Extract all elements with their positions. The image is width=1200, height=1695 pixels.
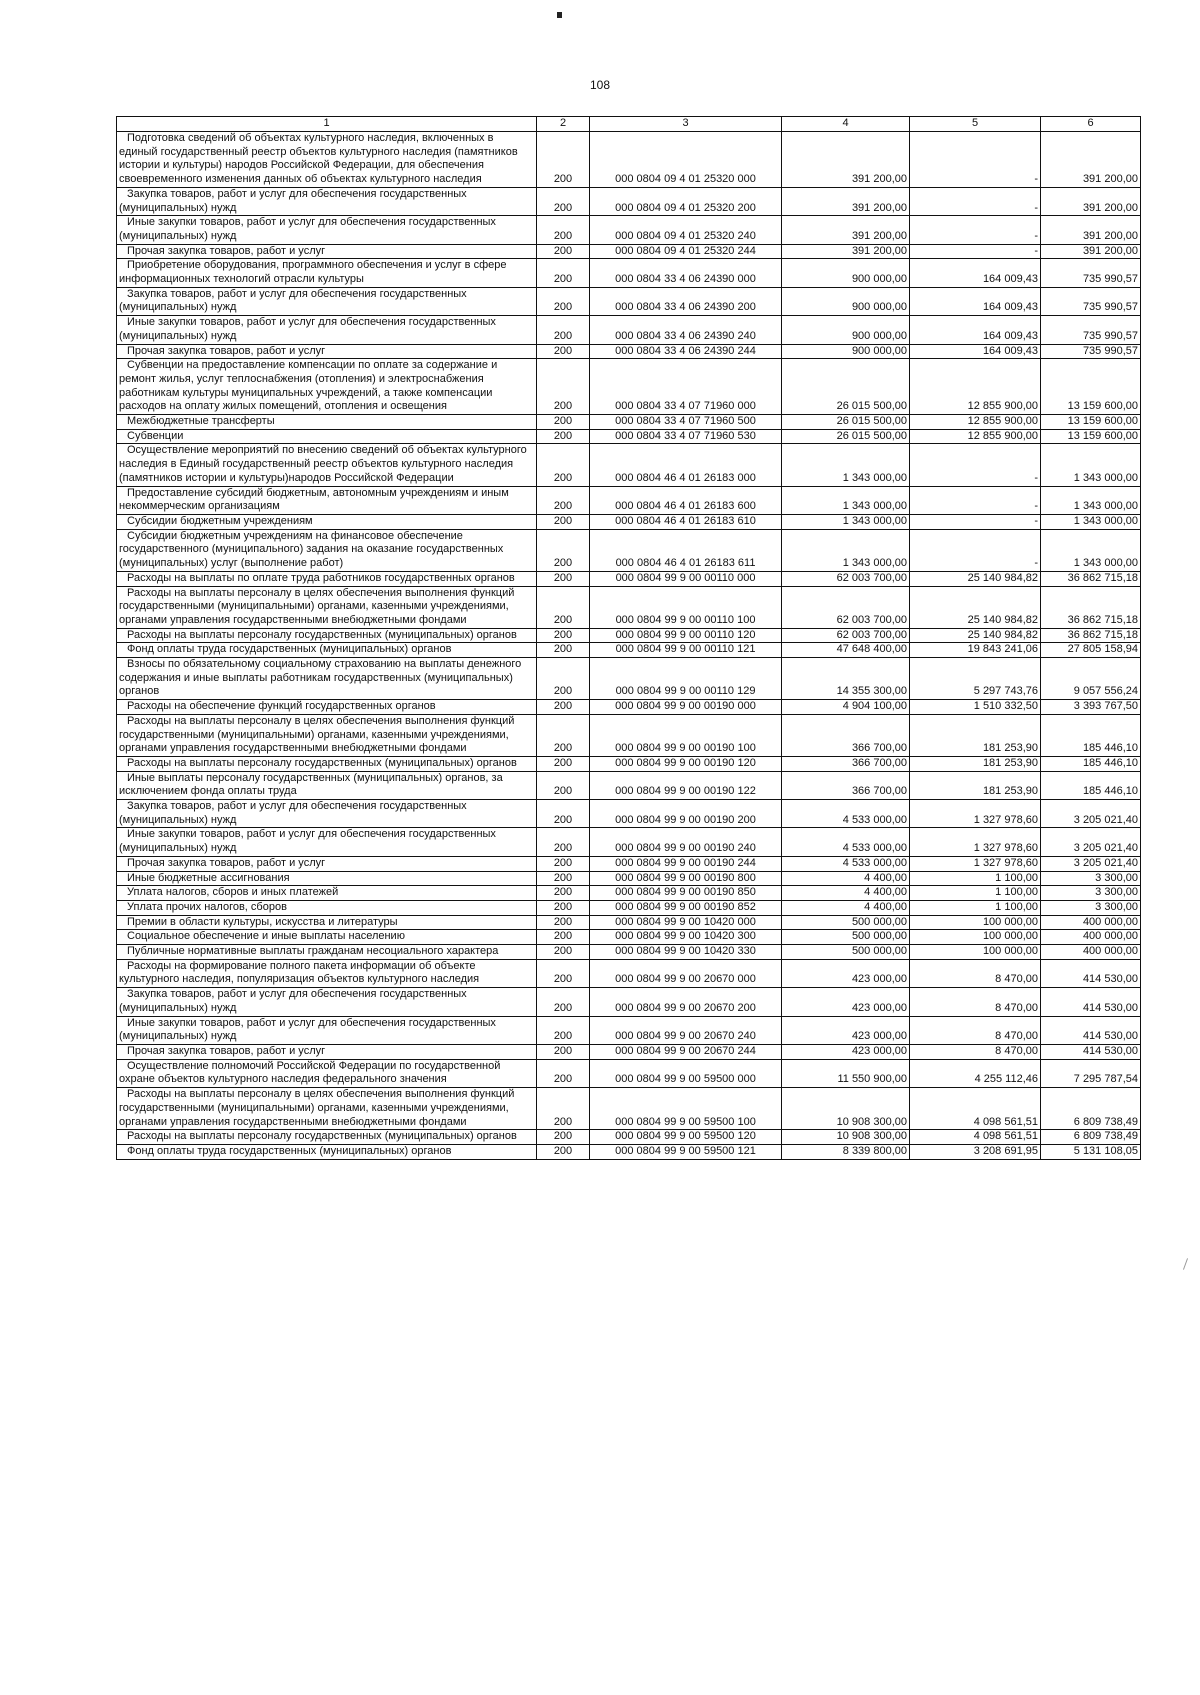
approved-amount: 366 700,00 (782, 714, 910, 756)
remaining-amount: 13 159 600,00 (1041, 359, 1141, 415)
table-row (117, 287, 1141, 315)
table-row (117, 714, 1141, 756)
executed-amount: 100 000,00 (910, 945, 1041, 960)
remaining-amount: 36 862 715,18 (1041, 628, 1141, 643)
row-name: Фонд оплаты труда государственных (муниципальных) органов (117, 1144, 537, 1159)
table-row (117, 915, 1141, 930)
admin-code: 200 (537, 132, 590, 188)
admin-code: 200 (537, 959, 590, 987)
table-row (117, 415, 1141, 430)
budget-code: 000 0804 99 9 00 00190 100 (590, 714, 782, 756)
column-header: 2 (537, 117, 590, 132)
executed-amount: 8 470,00 (910, 1045, 1041, 1060)
executed-amount: 8 470,00 (910, 959, 1041, 987)
row-name: Осуществление мероприятий по внесению сведений об объектах культурного наследия в Единый государственный реестр объектов культурного наследия (памятников истории и культуры)народов Российской Федерации (117, 444, 537, 486)
admin-code: 200 (537, 244, 590, 259)
approved-amount: 62 003 700,00 (782, 571, 910, 586)
row-name: Публичные нормативные выплаты гражданам несоциального характера (117, 945, 537, 960)
table-row (117, 856, 1141, 871)
executed-amount: 3 208 691,95 (910, 1144, 1041, 1159)
table-row (117, 886, 1141, 901)
admin-code: 200 (537, 344, 590, 359)
table-row (117, 1088, 1141, 1130)
admin-code: 200 (537, 415, 590, 430)
budget-code: 000 0804 09 4 01 25320 244 (590, 244, 782, 259)
approved-amount: 423 000,00 (782, 959, 910, 987)
approved-amount: 423 000,00 (782, 1045, 910, 1060)
table-row (117, 586, 1141, 628)
budget-code: 000 0804 33 4 06 24390 240 (590, 316, 782, 344)
table-row (117, 871, 1141, 886)
table-row (117, 658, 1141, 700)
remaining-amount: 5 131 108,05 (1041, 1144, 1141, 1159)
budget-code: 000 0804 99 9 00 00110 121 (590, 643, 782, 658)
approved-amount: 391 200,00 (782, 187, 910, 215)
column-header: 5 (910, 117, 1041, 132)
executed-amount: 25 140 984,82 (910, 628, 1041, 643)
admin-code: 200 (537, 216, 590, 244)
row-name: Закупка товаров, работ и услуг для обеспечения государственных (муниципальных) нужд (117, 287, 537, 315)
budget-code: 000 0804 46 4 01 26183 611 (590, 529, 782, 571)
budget-code: 000 0804 99 9 00 59500 000 (590, 1059, 782, 1087)
budget-code: 000 0804 09 4 01 25320 200 (590, 187, 782, 215)
approved-amount: 26 015 500,00 (782, 429, 910, 444)
remaining-amount: 735 990,57 (1041, 316, 1141, 344)
admin-code: 200 (537, 988, 590, 1016)
scan-mark (557, 12, 562, 18)
executed-amount: - (910, 132, 1041, 188)
table-row (117, 771, 1141, 799)
executed-amount: 100 000,00 (910, 915, 1041, 930)
budget-code: 000 0804 99 9 00 00190 240 (590, 828, 782, 856)
admin-code: 200 (537, 930, 590, 945)
row-name: Прочая закупка товаров, работ и услуг (117, 856, 537, 871)
remaining-amount: 6 809 738,49 (1041, 1088, 1141, 1130)
row-name: Приобретение оборудования, программного обеспечения и услуг в сфере информационных технологий отрасли культуры (117, 259, 537, 287)
executed-amount: - (910, 187, 1041, 215)
row-name: Иные выплаты персоналу государственных (муниципальных) органов, за исключением фонда оплаты труда (117, 771, 537, 799)
executed-amount: 1 327 978,60 (910, 828, 1041, 856)
remaining-amount: 3 300,00 (1041, 900, 1141, 915)
executed-amount: - (910, 486, 1041, 514)
remaining-amount: 414 530,00 (1041, 959, 1141, 987)
executed-amount: 164 009,43 (910, 316, 1041, 344)
table-row (117, 945, 1141, 960)
budget-code: 000 0804 99 9 00 00110 120 (590, 628, 782, 643)
row-name: Социальное обеспечение и иные выплаты населению (117, 930, 537, 945)
remaining-amount: 391 200,00 (1041, 187, 1141, 215)
remaining-amount: 735 990,57 (1041, 259, 1141, 287)
row-name: Иные закупки товаров, работ и услуг для обеспечения государственных (муниципальных) нужд (117, 1016, 537, 1044)
row-name: Субвенции (117, 429, 537, 444)
remaining-amount: 400 000,00 (1041, 930, 1141, 945)
budget-code: 000 0804 99 9 00 00110 129 (590, 658, 782, 700)
budget-code: 000 0804 33 4 07 71960 530 (590, 429, 782, 444)
admin-code: 200 (537, 1045, 590, 1060)
remaining-amount: 6 809 738,49 (1041, 1130, 1141, 1145)
executed-amount: 164 009,43 (910, 287, 1041, 315)
row-name: Субсидии бюджетным учреждениям (117, 514, 537, 529)
column-number-row (117, 117, 1141, 132)
row-name: Взносы по обязательному социальному страхованию на выплаты денежного содержания и иные выплаты работникам государственных (муниципальных) органов (117, 658, 537, 700)
table-row (117, 429, 1141, 444)
executed-amount: - (910, 444, 1041, 486)
approved-amount: 391 200,00 (782, 244, 910, 259)
table-row (117, 988, 1141, 1016)
table-row (117, 756, 1141, 771)
remaining-amount: 13 159 600,00 (1041, 429, 1141, 444)
approved-amount: 4 400,00 (782, 900, 910, 915)
remaining-amount: 1 343 000,00 (1041, 444, 1141, 486)
row-name: Расходы на выплаты персоналу в целях обеспечения выполнения функций государственными (муниципальными) органами, казенными учреждениями, органами управления государственными внебюджетными фондами (117, 1088, 537, 1130)
approved-amount: 14 355 300,00 (782, 658, 910, 700)
remaining-amount: 13 159 600,00 (1041, 415, 1141, 430)
remaining-amount: 27 805 158,94 (1041, 643, 1141, 658)
remaining-amount: 1 343 000,00 (1041, 486, 1141, 514)
table-row (117, 800, 1141, 828)
table-row (117, 514, 1141, 529)
budget-code: 000 0804 99 9 00 00190 120 (590, 756, 782, 771)
admin-code: 200 (537, 800, 590, 828)
approved-amount: 900 000,00 (782, 287, 910, 315)
row-name: Субсидии бюджетным учреждениям на финансовое обеспечение государственного (муниципального) задания на оказание государственных (муниципальных) услуг (выполнение работ) (117, 529, 537, 571)
budget-code: 000 0804 46 4 01 26183 600 (590, 486, 782, 514)
row-name: Закупка товаров, работ и услуг для обеспечения государственных (муниципальных) нужд (117, 187, 537, 215)
approved-amount: 26 015 500,00 (782, 359, 910, 415)
budget-code: 000 0804 99 9 00 59500 121 (590, 1144, 782, 1159)
budget-code: 000 0804 99 9 00 00190 122 (590, 771, 782, 799)
remaining-amount: 185 446,10 (1041, 756, 1141, 771)
column-header: 1 (117, 117, 537, 132)
table-row (117, 486, 1141, 514)
row-name: Межбюджетные трансферты (117, 415, 537, 430)
admin-code: 200 (537, 945, 590, 960)
row-name: Расходы на выплаты персоналу в целях обеспечения выполнения функций государственными (муниципальными) органами, казенными учреждениями, органами управления государственными внебюджетными фондами (117, 714, 537, 756)
executed-amount: 1 327 978,60 (910, 800, 1041, 828)
approved-amount: 4 533 000,00 (782, 856, 910, 871)
executed-amount: 12 855 900,00 (910, 429, 1041, 444)
admin-code: 200 (537, 429, 590, 444)
executed-amount: 8 470,00 (910, 988, 1041, 1016)
page-number: 108 (589, 78, 611, 92)
column-header: 3 (590, 117, 782, 132)
admin-code: 200 (537, 771, 590, 799)
approved-amount: 366 700,00 (782, 756, 910, 771)
remaining-amount: 3 393 767,50 (1041, 700, 1141, 715)
budget-code: 000 0804 99 9 00 59500 120 (590, 1130, 782, 1145)
table-row (117, 316, 1141, 344)
approved-amount: 4 533 000,00 (782, 800, 910, 828)
remaining-amount: 414 530,00 (1041, 1045, 1141, 1060)
budget-code: 000 0804 99 9 00 00190 000 (590, 700, 782, 715)
column-header: 6 (1041, 117, 1141, 132)
table-row (117, 643, 1141, 658)
admin-code: 200 (537, 1088, 590, 1130)
admin-code: 200 (537, 628, 590, 643)
executed-amount: 4 098 561,51 (910, 1130, 1041, 1145)
row-name: Иные закупки товаров, работ и услуг для обеспечения государственных (муниципальных) нужд (117, 216, 537, 244)
executed-amount: - (910, 529, 1041, 571)
row-name: Осуществление полномочий Российской Федерации по государственной охране объектов культурного наследия федерального значения (117, 1059, 537, 1087)
executed-amount: 1 510 332,50 (910, 700, 1041, 715)
row-name: Иные закупки товаров, работ и услуг для обеспечения государственных (муниципальных) нужд (117, 316, 537, 344)
scan-mark (1183, 1258, 1188, 1270)
table-row (117, 344, 1141, 359)
approved-amount: 500 000,00 (782, 930, 910, 945)
remaining-amount: 36 862 715,18 (1041, 571, 1141, 586)
approved-amount: 4 533 000,00 (782, 828, 910, 856)
executed-amount: 12 855 900,00 (910, 359, 1041, 415)
approved-amount: 900 000,00 (782, 316, 910, 344)
admin-code: 200 (537, 714, 590, 756)
budget-code: 000 0804 99 9 00 10420 000 (590, 915, 782, 930)
executed-amount: 1 327 978,60 (910, 856, 1041, 871)
remaining-amount: 36 862 715,18 (1041, 586, 1141, 628)
budget-code: 000 0804 33 4 07 71960 000 (590, 359, 782, 415)
remaining-amount: 414 530,00 (1041, 1016, 1141, 1044)
admin-code: 200 (537, 1059, 590, 1087)
row-name: Расходы на выплаты по оплате труда работников государственных органов (117, 571, 537, 586)
executed-amount: 100 000,00 (910, 930, 1041, 945)
approved-amount: 391 200,00 (782, 132, 910, 188)
table-row (117, 216, 1141, 244)
budget-code: 000 0804 33 4 06 24390 244 (590, 344, 782, 359)
admin-code: 200 (537, 1130, 590, 1145)
budget-code: 000 0804 46 4 01 26183 610 (590, 514, 782, 529)
remaining-amount: 391 200,00 (1041, 132, 1141, 188)
approved-amount: 366 700,00 (782, 771, 910, 799)
approved-amount: 4 904 100,00 (782, 700, 910, 715)
remaining-amount: 3 205 021,40 (1041, 856, 1141, 871)
executed-amount: - (910, 244, 1041, 259)
approved-amount: 8 339 800,00 (782, 1144, 910, 1159)
admin-code: 200 (537, 486, 590, 514)
budget-code: 000 0804 99 9 00 00190 850 (590, 886, 782, 901)
row-name: Прочая закупка товаров, работ и услуг (117, 1045, 537, 1060)
budget-code: 000 0804 99 9 00 20670 244 (590, 1045, 782, 1060)
remaining-amount: 400 000,00 (1041, 915, 1141, 930)
table-row (117, 244, 1141, 259)
admin-code: 200 (537, 915, 590, 930)
row-name: Расходы на выплаты персоналу государственных (муниципальных) органов (117, 756, 537, 771)
row-name: Закупка товаров, работ и услуг для обеспечения государственных (муниципальных) нужд (117, 988, 537, 1016)
admin-code: 200 (537, 643, 590, 658)
row-name: Фонд оплаты труда государственных (муниципальных) органов (117, 643, 537, 658)
approved-amount: 47 648 400,00 (782, 643, 910, 658)
table-row (117, 187, 1141, 215)
approved-amount: 500 000,00 (782, 915, 910, 930)
admin-code: 200 (537, 187, 590, 215)
budget-code: 000 0804 99 9 00 20670 000 (590, 959, 782, 987)
budget-code: 000 0804 09 4 01 25320 000 (590, 132, 782, 188)
row-name: Уплата налогов, сборов и иных платежей (117, 886, 537, 901)
approved-amount: 11 550 900,00 (782, 1059, 910, 1087)
remaining-amount: 3 300,00 (1041, 871, 1141, 886)
approved-amount: 391 200,00 (782, 216, 910, 244)
row-name: Уплата прочих налогов, сборов (117, 900, 537, 915)
admin-code: 200 (537, 900, 590, 915)
row-name: Расходы на выплаты персоналу в целях обеспечения выполнения функций государственными (муниципальными) органами, казенными учреждениями, органами управления государственными внебюджетными фондами (117, 586, 537, 628)
executed-amount: 164 009,43 (910, 344, 1041, 359)
approved-amount: 4 400,00 (782, 871, 910, 886)
approved-amount: 62 003 700,00 (782, 586, 910, 628)
table-row (117, 1045, 1141, 1060)
remaining-amount: 3 300,00 (1041, 886, 1141, 901)
admin-code: 200 (537, 856, 590, 871)
budget-code: 000 0804 99 9 00 00190 200 (590, 800, 782, 828)
executed-amount: 5 297 743,76 (910, 658, 1041, 700)
row-name: Премии в области культуры, искусства и литературы (117, 915, 537, 930)
budget-execution-table (116, 116, 1141, 1160)
remaining-amount: 400 000,00 (1041, 945, 1141, 960)
executed-amount: - (910, 514, 1041, 529)
approved-amount: 423 000,00 (782, 988, 910, 1016)
admin-code: 200 (537, 828, 590, 856)
table-row (117, 444, 1141, 486)
row-name: Расходы на обеспечение функций государственных органов (117, 700, 537, 715)
remaining-amount: 1 343 000,00 (1041, 514, 1141, 529)
executed-amount: - (910, 216, 1041, 244)
admin-code: 200 (537, 444, 590, 486)
executed-amount: 8 470,00 (910, 1016, 1041, 1044)
budget-code: 000 0804 33 4 07 71960 500 (590, 415, 782, 430)
executed-amount: 25 140 984,82 (910, 586, 1041, 628)
approved-amount: 423 000,00 (782, 1016, 910, 1044)
budget-code: 000 0804 99 9 00 00110 100 (590, 586, 782, 628)
table-row (117, 700, 1141, 715)
table-row (117, 132, 1141, 188)
admin-code: 200 (537, 586, 590, 628)
approved-amount: 900 000,00 (782, 259, 910, 287)
approved-amount: 1 343 000,00 (782, 529, 910, 571)
admin-code: 200 (537, 658, 590, 700)
remaining-amount: 735 990,57 (1041, 287, 1141, 315)
admin-code: 200 (537, 756, 590, 771)
approved-amount: 10 908 300,00 (782, 1130, 910, 1145)
budget-code: 000 0804 99 9 00 10420 300 (590, 930, 782, 945)
remaining-amount: 185 446,10 (1041, 714, 1141, 756)
remaining-amount: 1 343 000,00 (1041, 529, 1141, 571)
approved-amount: 1 343 000,00 (782, 444, 910, 486)
approved-amount: 1 343 000,00 (782, 486, 910, 514)
table-row (117, 359, 1141, 415)
row-name: Расходы на выплаты персоналу государственных (муниципальных) органов (117, 628, 537, 643)
table-row (117, 900, 1141, 915)
approved-amount: 500 000,00 (782, 945, 910, 960)
remaining-amount: 3 205 021,40 (1041, 800, 1141, 828)
column-header: 4 (782, 117, 910, 132)
remaining-amount: 391 200,00 (1041, 244, 1141, 259)
budget-code: 000 0804 99 9 00 00190 852 (590, 900, 782, 915)
admin-code: 200 (537, 700, 590, 715)
admin-code: 200 (537, 529, 590, 571)
row-name: Прочая закупка товаров, работ и услуг (117, 244, 537, 259)
budget-code: 000 0804 46 4 01 26183 000 (590, 444, 782, 486)
budget-code: 000 0804 99 9 00 10420 330 (590, 945, 782, 960)
budget-code: 000 0804 99 9 00 20670 240 (590, 1016, 782, 1044)
admin-code: 200 (537, 1016, 590, 1044)
executed-amount: 12 855 900,00 (910, 415, 1041, 430)
row-name: Расходы на формирование полного пакета информации об объекте культурного наследия, популяризация объектов культурного наследия (117, 959, 537, 987)
approved-amount: 4 400,00 (782, 886, 910, 901)
budget-code: 000 0804 99 9 00 00190 800 (590, 871, 782, 886)
remaining-amount: 7 295 787,54 (1041, 1059, 1141, 1087)
executed-amount: 4 098 561,51 (910, 1088, 1041, 1130)
row-name: Иные закупки товаров, работ и услуг для обеспечения государственных (муниципальных) нужд (117, 828, 537, 856)
admin-code: 200 (537, 359, 590, 415)
budget-code: 000 0804 99 9 00 00110 000 (590, 571, 782, 586)
row-name: Прочая закупка товаров, работ и услуг (117, 344, 537, 359)
remaining-amount: 3 205 021,40 (1041, 828, 1141, 856)
executed-amount: 4 255 112,46 (910, 1059, 1041, 1087)
executed-amount: 1 100,00 (910, 871, 1041, 886)
admin-code: 200 (537, 886, 590, 901)
budget-code: 000 0804 99 9 00 20670 200 (590, 988, 782, 1016)
table-row (117, 571, 1141, 586)
admin-code: 200 (537, 287, 590, 315)
table-row (117, 828, 1141, 856)
executed-amount: 25 140 984,82 (910, 571, 1041, 586)
executed-amount: 181 253,90 (910, 771, 1041, 799)
approved-amount: 1 343 000,00 (782, 514, 910, 529)
table-row (117, 259, 1141, 287)
remaining-amount: 185 446,10 (1041, 771, 1141, 799)
budget-code: 000 0804 09 4 01 25320 240 (590, 216, 782, 244)
budget-code: 000 0804 33 4 06 24390 200 (590, 287, 782, 315)
table-row (117, 930, 1141, 945)
table-row (117, 1059, 1141, 1087)
executed-amount: 164 009,43 (910, 259, 1041, 287)
table-row (117, 529, 1141, 571)
table-row (117, 959, 1141, 987)
table-row (117, 1144, 1141, 1159)
table-row (117, 628, 1141, 643)
admin-code: 200 (537, 871, 590, 886)
admin-code: 200 (537, 571, 590, 586)
remaining-amount: 414 530,00 (1041, 988, 1141, 1016)
row-name: Иные бюджетные ассигнования (117, 871, 537, 886)
executed-amount: 1 100,00 (910, 900, 1041, 915)
row-name: Расходы на выплаты персоналу государственных (муниципальных) органов (117, 1130, 537, 1145)
admin-code: 200 (537, 316, 590, 344)
admin-code: 200 (537, 1144, 590, 1159)
remaining-amount: 391 200,00 (1041, 216, 1141, 244)
executed-amount: 181 253,90 (910, 714, 1041, 756)
approved-amount: 62 003 700,00 (782, 628, 910, 643)
admin-code: 200 (537, 259, 590, 287)
executed-amount: 181 253,90 (910, 756, 1041, 771)
row-name: Закупка товаров, работ и услуг для обеспечения государственных (муниципальных) нужд (117, 800, 537, 828)
table-row (117, 1016, 1141, 1044)
approved-amount: 900 000,00 (782, 344, 910, 359)
remaining-amount: 735 990,57 (1041, 344, 1141, 359)
row-name: Субвенции на предоставление компенсации по оплате за содержание и ремонт жилья, услуг теплоснабжения (отопления) и электроснабжения работникам культуры муниципальных учреждений, а также компенсации расходов на оплату жилых помещений, отопления и освещения (117, 359, 537, 415)
row-name: Предоставление субсидий бюджетным, автономным учреждениям и иным некоммерческим организациям (117, 486, 537, 514)
budget-code: 000 0804 99 9 00 00190 244 (590, 856, 782, 871)
admin-code: 200 (537, 514, 590, 529)
remaining-amount: 9 057 556,24 (1041, 658, 1141, 700)
row-name: Подготовка сведений об объектах культурного наследия, включенных в единый государственный реестр объектов культурного наследия (памятников истории и культуры) народов Российской Федерации, для обеспечения своевременного изменения данных об объектах культурного наследия (117, 132, 537, 188)
executed-amount: 19 843 241,06 (910, 643, 1041, 658)
approved-amount: 10 908 300,00 (782, 1088, 910, 1130)
approved-amount: 26 015 500,00 (782, 415, 910, 430)
table-row (117, 1130, 1141, 1145)
executed-amount: 1 100,00 (910, 886, 1041, 901)
budget-code: 000 0804 33 4 06 24390 000 (590, 259, 782, 287)
budget-code: 000 0804 99 9 00 59500 100 (590, 1088, 782, 1130)
